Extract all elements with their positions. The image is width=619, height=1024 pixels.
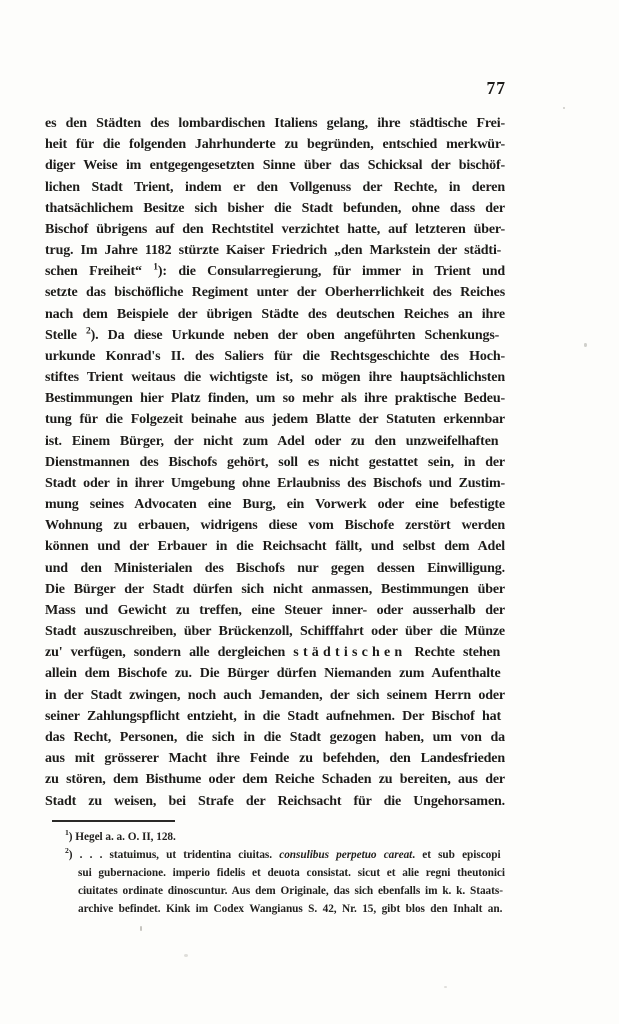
footnote-separator [52,820,175,822]
text-line: schen Freiheit“ $^1$): die Consularregierung, für immer in Trient und [45,262,505,280]
scan-speck [140,926,142,931]
scan-speck [563,107,565,109]
footnote-line: ciuitates ordinate dinoscuntur. Aus dem Originale, das sich ebenfalls im k. k. Staats- [78,885,503,898]
footnote-line: $^2$) . . . statuimus, ut tridentina ciuitas. consulibus perpetuo careat. et sub episcopi [65,846,501,862]
scan-speck [444,986,447,988]
footnote-line: archive befindet. Kink im Codex Wangianus S. 42, Nr. 15, gibt blos den Inhalt an. [78,903,503,916]
text-line: diger Weise im entgegengesetzten Sinne über das Schicksal der bischöf- [45,158,505,174]
body-text [45,113,505,812]
text-line: tung für die Folgezeit beinahe aus jedem Blatte der Statuten erkennbar [45,412,505,428]
text-line: Stadt oder in ihrer Umgebung ohne Erlaubniss des Bischofs und Zustim- [45,475,505,491]
text-line: allein dem Bischofe zu. Die Bürger dürfen Niemanden zum Aufenthalte [45,666,501,682]
text-line: nach dem Beispiele der übrigen Städte des deutschen Reiches an ihre [45,306,505,322]
text-line: Stadt auszuschreiben, über Brückenzoll, Schifffahrt oder über die Münze [45,624,505,640]
text-line: das Recht, Personen, die sich in die Stadt gezogen haben, um von da [45,729,505,745]
text-line: heit für die folgenden Jahrhunderte zu begründen, entschied merkwür- [45,137,505,153]
text-line: und den Ministerialen des Bischofs nur gegen dessen Einwilligung. [45,560,505,576]
text-line: lichen Stadt Trient, indem er den Vollgenuss der Rechte, in deren [45,179,505,195]
text-line: es den Städten des lombardischen Italiens gelang, ihre städtische Frei- [45,116,505,131]
text-line: in der Stadt zwingen, noch auch Jemanden, der sich seinem Herrn oder [45,687,505,703]
text-line: stiftes Trient weitaus die wichtigste ist, so mögen ihre hauptsächlichsten [45,370,505,386]
page-number: 77 [486,78,506,98]
text-line: Mass und Gewicht zu treffen, eine Steuer inner- oder ausserhalb der [45,602,505,618]
text-line: Die Bürger der Stadt dürfen sich nicht anmassen, Bestimmungen über [45,581,505,597]
footnote-marker: 1 [65,828,69,838]
text-line: Bischof übrigens auf den Rechtstitel verzichtet hatte, auf letzteren über- [45,221,505,237]
text-line: ist. Einem Bürger, der nicht zum Adel oder zu den unzweifelhaften [45,433,499,449]
text-line: seiner Zahlungspflicht entzieht, in die Stadt aufnehmen. Der Bischof hat [45,708,501,724]
text-line: Dienstmannen des Bischofs gehört, soll es nicht gestattet sein, in der [45,454,505,470]
footnote-marker: 1 [153,262,158,273]
footnotes [45,828,505,918]
footnote-line: $^1$) Hegel a. a. O. II, 128. [65,828,176,843]
text-line: Stadt zu weisen, bei Strafe der Reichsacht für die Ungehorsamen. [45,793,505,809]
text-line: urkunde Konrad's II. des Saliers für die Rechtsgeschichte des Hoch- [45,348,505,364]
text-line: Stelle $^2$). Da diese Urkunde neben der oben angeführten Schenkungs- [45,326,500,343]
footnote-marker: 2 [65,846,69,856]
text-line: zu stören, dem Bisthume oder dem Reiche Schaden zu bereiten, aus der [45,772,505,788]
text-line: setzte das bischöfliche Regiment unter der Oberherrlichkeit des Reiches [45,285,505,301]
text-line: Bestimmungen hier Platz finden, um so mehr als ihre praktische Bedeu- [45,391,505,407]
footnote-marker: 2 [85,326,91,337]
text-line: trug. Im Jahre 1182 stürzte Kaiser Friedrich „den Markstein der städti- [45,243,502,259]
text-line: Wohnung zu erbauen, widrigens diese vom Bischofe zerstört werden [45,518,505,534]
footnote-line: sui gubernacione. imperio fidelis et deuota consistat. sicut et alie regni theutonici [78,867,505,880]
text-line: mung seines Advocaten eine Burg, ein Vorwerk oder eine befestigte [45,497,505,513]
text-line: zu' verfügen, sondern alle dergleichen städtischen Rechte stehen [45,645,501,661]
scan-speck [584,343,587,347]
text-line: thatsächlichem Besitze sich bisher die Stadt befunden, ohne dass der [45,200,505,216]
text-line: können und der Erbauer in die Reichsacht fällt, und selbst dem Adel [45,539,505,555]
text-line: aus mit grösserer Macht ihre Feinde zu befehden, den Landesfrieden [45,751,505,767]
scan-speck [184,954,188,957]
